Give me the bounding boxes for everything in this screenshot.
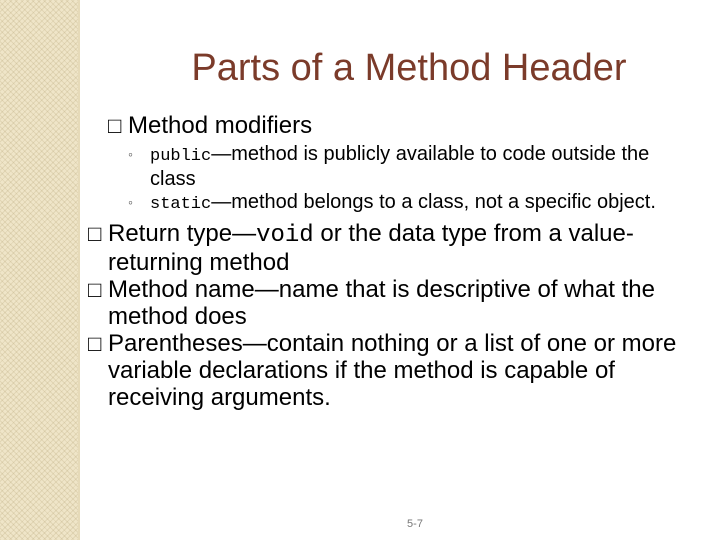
sub-bullet-text: —method belongs to a class, not a specific object. bbox=[211, 191, 656, 213]
bullet-method-modifiers bbox=[108, 112, 698, 139]
bullet-box-icon: □ bbox=[108, 113, 122, 138]
sub-bullet-ring-icon: ◦ bbox=[128, 194, 133, 210]
page-number: 5-7 bbox=[407, 518, 423, 530]
bullet-text: or the data type from a value-returning method bbox=[108, 220, 634, 276]
bullet-method-name bbox=[88, 276, 698, 330]
bullet-box-icon: □ bbox=[88, 331, 102, 356]
bullet-box-icon: □ bbox=[88, 221, 102, 246]
slide-title: Parts of a Method Header bbox=[191, 47, 627, 89]
sub-bullet-public bbox=[108, 143, 698, 191]
code-keyword: public bbox=[150, 147, 212, 166]
bullet-text: Parentheses—contain nothing or a list of one or more variable declarations if the method is capable of receiving arguments. bbox=[108, 330, 677, 411]
bullet-box-icon: □ bbox=[88, 277, 102, 302]
bullet-return-type bbox=[88, 220, 698, 276]
sub-bullet-static bbox=[108, 191, 698, 216]
bullet-list bbox=[88, 112, 698, 411]
code-keyword: static bbox=[150, 195, 212, 214]
sub-bullet-text: —method is publicly available to code outside the class bbox=[150, 143, 650, 190]
bullet-text: Method modifiers bbox=[128, 112, 313, 139]
bullet-text: Return type— bbox=[108, 220, 257, 247]
bullet-text: Method name—name that is descriptive of what the method does bbox=[108, 276, 655, 330]
code-keyword: void bbox=[256, 222, 314, 249]
sub-bullet-ring-icon: ◦ bbox=[128, 146, 133, 162]
bullet-parentheses bbox=[88, 330, 698, 411]
decorative-sidebar bbox=[0, 0, 78, 540]
